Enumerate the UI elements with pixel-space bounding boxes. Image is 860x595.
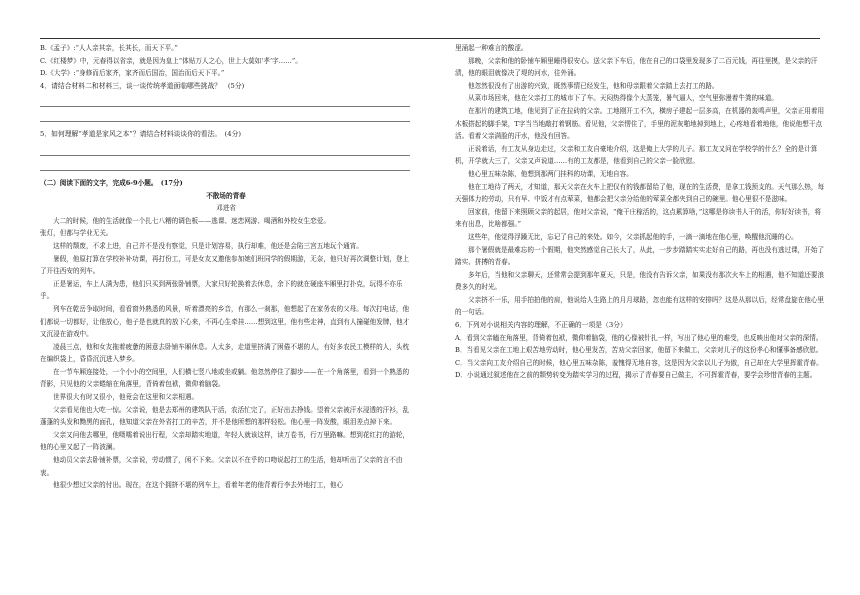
story-paragraph: 那个暑假就是最难忘的一个假期，他突然感觉自己长大了，从此，一步步踏踏实实走好自己的路，再也没有逃过课，开始了踏实、拼搏的青春。 <box>455 245 825 267</box>
choice-b[interactable]: B．当看见父亲在工地上艰苦地劳动时，他心里发苦，苦劝父亲回家，他留下来做工，父亲对儿子的这份孝心和懂事备感欣慰。 <box>455 346 823 355</box>
story-author: 邓进省 <box>216 204 236 213</box>
story-paragraph: 列车在乾岳争取时间，看看窗外熟悉的风景，听着漂亮的乡音，有那么一刹那，他想起了在家务农的父母。每次打电话，他们都说一切都好，让他放心，他子是也就真的放下心来，不再心生牵挂……想到这里，他有些走神，直到有人撞碰他发牌，他才又沉浸在游戏中。 <box>40 304 410 339</box>
story-paragraph: 张灯，但都与学业无关。 <box>40 229 113 238</box>
story-paragraph: 正说着话，有工友从身边走过，父亲和工友自豪地介绍，这是俺上大学的儿子。那工友又问在学校学的什么？全的是计算机，开学就大三了，父亲又声说道……有的工友都是，他看到自己的父亲一脸欣慰。 <box>455 144 818 166</box>
story-paragraph: 世界很大有时又很小，他竟会在这里和父亲相遇。 <box>53 393 199 402</box>
story-paragraph: 多年后，当他和父亲聊天，还常常会提到那年夏天，只是，他没有告诉父亲，如果没有那次火车上的相遇，他不知道还要浪费多久的时光。 <box>455 270 825 292</box>
story-title: 不散场的青春 <box>206 191 246 200</box>
question-5: 5．如何理解“孝道是家风之本”？请结合材料谈谈你的看法。 (4分) <box>40 130 242 139</box>
story-paragraph: 在那片的建筑工地，他见到了正在拉砖的父亲。工地刚开工不久，横房子建起一层多高，在机器的轰鸣声里，父亲正用着用木板搭起的脚手架，T字当当地敲打着钢筋。看见他，父亲愣住了，手里的泥灰啪地掉到地上，心疼地看着地他，他说他想干点活。看着父亲满脸的汗水，他没有回答。 <box>455 106 825 141</box>
story-paragraph: 这些年，他觉得浮躁无比，忘记了自己的来处。如今，父亲抓起他的手，一滴一滴地在他心里，唤醒他沉睡的心。 <box>468 232 798 241</box>
story-paragraph: 里涌起一种难言的酸涩。 <box>455 44 528 52</box>
story-paragraph: 在一节车厢连接处，一个小小的空间里，人们横七竖八地或坐或躺。他忽然停住了脚步——在一个角落里，看到一个熟悉的背影，只见他的父亲蜷缩在角落里，背倚着包袱，微仰着脑袋。 <box>40 367 410 389</box>
story-paragraph: 正是暑运，车上人满为患，他们只买到两张卧铺票，大家只好轮换着去休息，余下的就在硬座车厢里打扑克，玩得不亦乐乎。 <box>40 279 403 301</box>
story-paragraph: 他心里五味杂陈，他想到那两门挂科的功课，无地自容。 <box>468 169 633 178</box>
option-b: B.《孟子》:“人人亲其亲，长其长，而天下平。” <box>40 44 178 52</box>
option-c: C.《红楼梦》中，元春得以省亲，就是因为皇上“体贴万人之心，世上大莫如‘孝’字……”。 <box>40 56 302 65</box>
story-paragraph: 回家前，他留下来照顾父亲的起居，他对父亲说，“俺干庄稼活的，这点累算啥，”这哪是你读书人干的活，你好好读书，将来有出息，比啥都强。” <box>455 207 821 229</box>
question-4: 4．请结合材料二和材料三，谈一谈传统孝道面临哪些挑战？ (5分) <box>40 81 245 90</box>
answer-line[interactable] <box>40 156 410 171</box>
choice-a[interactable]: A．看到父亲瞌在角落里，背倚着包袱，微仰着脑袋，他的心像被针扎一样，写出了他心里的难受，也反映出他对父亲的深情。 <box>455 333 823 342</box>
story-paragraph: 他动员父亲去卧铺补票，父亲说，劳动惯了，闲不下来。父亲以不在乎的口吻说起打工的生活，他却听出了父亲的言不由衷。 <box>40 456 403 477</box>
story-paragraph: 父亲又问他去哪里，他嗫嚅着说出行程，父亲却踏实地道，年轻人就该这样，读万卷书，行万里路嘛。想到花红打的游轮，他的心里又起了一阵波澜。 <box>40 430 410 452</box>
story-paragraph: 父亲挤不一乐，用手拍拍他的肩，他说给人生路上的月月球路，忽也能有这样的安排吗？这是从那以后，经常盘旋在他心里的一句话。 <box>455 295 825 317</box>
story-paragraph: 从菜市场回来，他在父亲打工的城市下了车。天闷热得像个大蒸笼，暑气逼人，空气里弥漫着牛粪的味道。 <box>468 94 778 103</box>
story-paragraph: 他忽然很没有了出游的兴致，既然事情已经发生，他和母亲跟着父亲踏上去打工的路。 <box>468 81 719 90</box>
story-paragraph: 这样的颓废，不求上进，自己并不是没有察觉，只是计划容易，执行却难，他还是会陷三宫五地玩个通宵。 <box>53 241 363 250</box>
right-column <box>455 42 827 382</box>
section-heading: （二）阅读下面的文字，完成6-9小题。 (17分) <box>40 178 183 187</box>
story-paragraph: 他很少想过父亲的付出。现在，在这个拥挤不堪的列车上，看着年老的他背着行李去外地打工，他心 <box>53 481 344 490</box>
option-d: D.《大学》:“身修而后家齐，家齐而后国治，国治而后天下平。” <box>40 69 225 78</box>
story-paragraph: 父亲看见他也大吃一惊。父亲说，他是去郑州的建筑队干活，农活忙完了，正好出去挣钱。望着父亲被汗水浸透的汗衫，乱蓬蓬的头发和黝黑的面孔，他知道父亲在外省打工的辛苦，并不是他所想的那样轻松。他心里一阵发酸，眼泪差点掉下来。 <box>40 405 410 427</box>
answer-line[interactable] <box>40 141 410 156</box>
question-6: 6．下列对小说相关内容的理解，不正确的一项是（3分） <box>455 321 627 330</box>
story-paragraph: 凌晨三点，他和女友拖着疲惫的困意去卧铺车厢休息。人太多，走道里挤满了困倦不堪的人，有好多农民工模样的人，头枕在编织袋上，昏昏沉沉进入梦乡。 <box>40 342 410 364</box>
left-column <box>40 42 412 492</box>
top-rule <box>40 38 820 39</box>
story-paragraph: 他在工地待了两天，才知道，那天父亲在火车上把仅有的钱都留给了他，现在的生活费，是拿工钱预支的。天气那么热，每天强体力的劳动，只有早、中饭才有点荤菜，他都会把父亲分给他的荤菜全都夹到自己的碗里。他心里很不是滋味。 <box>455 182 825 204</box>
answer-line[interactable] <box>40 92 410 107</box>
story-paragraph: 暑假，他原打算在学校补补功课，再打份工，可是女友又邀他参加她们班同学的假期游，无奈，他只好再次调整计划，登上了开往西安的列车。 <box>40 254 410 276</box>
story-paragraph: 大二的时候，他的生活就像一个扎七八糟的调色板——逃课、迷恋网游、喝酒和外校女生恋爱。 <box>53 216 330 225</box>
choice-c[interactable]: C．当父亲向工友介绍自己的时候，他心里五味杂陈，羞愧得无地自容，这是因为父亲以儿子为傲，自己却在大学里挥霍青春。 <box>455 358 823 367</box>
story-paragraph: 那晚，父亲和他的卧铺车厢里睡得很安心。送父亲下车后，他在自己的口袋里发现多了二百元钱，再往里摸，是父亲的汗渍，他的眼泪就像决了堤的河水，往外涌。 <box>455 56 818 78</box>
answer-line[interactable] <box>40 107 410 122</box>
choice-d[interactable]: D．小说通过叙述他在之前的颓势转变为踏实学习的过程，揭示了青春要自己做主，不可挥霍青春，要学会珍惜青春的主题。 <box>455 371 817 380</box>
